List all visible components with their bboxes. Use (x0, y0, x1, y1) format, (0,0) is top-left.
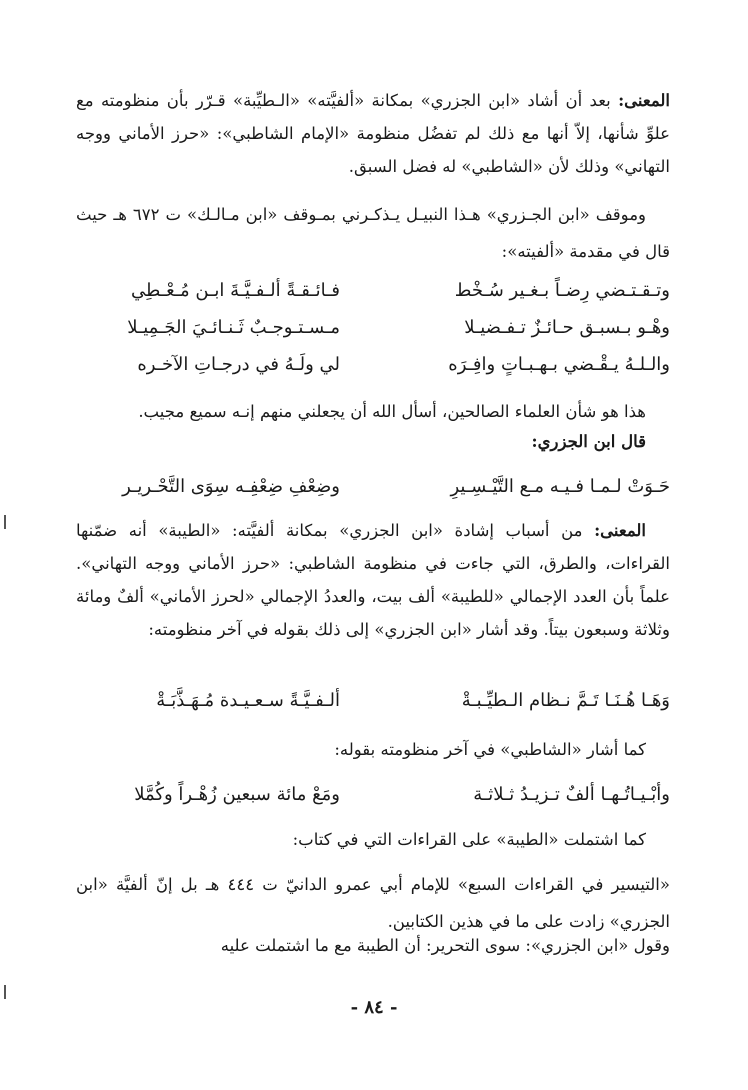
meaning-text: بعد أن أشاد «ابن الجزري» بمكانة «ألفيَّته» «الـطيِّبة» قـرّر بأن منظومته مع علوِّ شأنها، إلاّ أنها مع ذلك لم تفضُل منظومة «الإمام الشاطبي»: «حرز الأماني ووجه التهاني» وذلك لأن «الشاطبي» له فضل السبق. (76, 91, 670, 176)
verse-line (76, 476, 670, 516)
scan-edge-mark (4, 515, 6, 529)
meaning-label: المعنى: (618, 91, 670, 110)
meaning-label: المعنى: (594, 521, 646, 540)
verse-first-hemistich: وتـقـتـضي رِضـاً بـغـير سُـخْط (454, 280, 670, 301)
taysir-paragraph: «التيسير في القراءات السبع» للإمام أبي عمرو الدانيّ ت ٤٤٤ هـ بل إنّ ألفيَّة «ابن الجزري» زادت على ما في هذين الكتابين. (76, 875, 670, 931)
tayyiba-contents-text: كما اشتملت «الطيبة» على القراءات التي في كتاب: (292, 830, 646, 849)
righteous-scholars-text: هذا هو شأن العلماء الصالحين، أسأل الله أن يجعلني منهم إنـه سميع مجيب. (138, 402, 646, 421)
verse-first-hemistich: والـلـهُ يـقْـضي بـهـبـاتٍ وافِـرَه (448, 354, 670, 375)
scan-edge-mark (4, 985, 6, 999)
verse-line (76, 784, 670, 824)
verse-second-hemistich: وضِعْفِ ضِعْفِـه سِوَى التَّحْـريـر (122, 476, 340, 497)
verse-line (76, 280, 670, 320)
meaning-paragraph-1 (76, 84, 670, 183)
verse-second-hemistich: ألـفـيَّـةً سـعـيـدة مُـهَـذَّبَـةْ (156, 690, 340, 711)
verse-second-hemistich: مـسـتـوجـبٌ ثَـنـائـيَ الجَـمِيـلا (127, 317, 340, 338)
verse-line (76, 317, 670, 357)
verse-first-hemistich: وَهَـا هُـنَـا تَـمَّ نـظام الـطيِّـبـةْ (461, 690, 670, 711)
verse-line (76, 690, 670, 730)
verse-line (76, 354, 670, 394)
verse-first-hemistich: وأبْـيـاتُـهـا ألفٌ تـزيـدُ ثـلاثـة (473, 784, 670, 805)
verse-second-hemistich: ومَعْ مائة سبعين زُهْـراً وكُمَّلا (134, 784, 340, 805)
verse-second-hemistich: لي ولَـهُ في درجـاتِ الآخـره (137, 354, 340, 375)
page-number: - ٨٤ - (350, 997, 398, 1018)
verse-first-hemistich: وهْـو بـسبـق حـائـزٌ تـفـضيـلا (464, 317, 670, 338)
verse-first-hemistich: حَـوَتْ لـمـا فـيـه مـع التَّيْـسِـيرِ (450, 476, 670, 497)
meaning-paragraph-2 (76, 514, 670, 646)
shatibi-intro-text: كما أشار «الشاطبي» في آخر منظومته بقوله: (334, 740, 646, 759)
meaning-text: من أسباب إشادة «ابن الجزري» بمكانة ألفيَّته: «الطيبة» أنه ضمّنها القراءات، والطرق، التي جاءت في منظومة الشاطبي: «حرز الأماني ووجه التهاني». علماً بأن العدد الإجمالي «للطيبة» ألف بيت، والعددُ الإجمالي «لحرز الأماني» ألفٌ ومائة وثلاثة وسبعون بيتاً. وقد أشار «ابن الجزري» إلى ذلك بقوله في آخر منظومته: (76, 521, 670, 639)
ibn-malik-paragraph: وموقف «ابن الجـزري» هـذا النبيـل يـذكـرني بمـوقف «ابن مـالـك» ت ٦٧٢ هـ حيث قال في مقدمة «ألفيته»: (76, 205, 670, 261)
ibn-aljazari-heading: قال ابن الجزري: (531, 432, 646, 451)
closing-line: وقول «ابن الجزري»: سوى التحرير: أن الطيبة مع ما اشتملت عليه (220, 936, 670, 955)
verse-second-hemistich: فـائـقـةً ألـفـيَّـةَ ابـن مُـعْـطِي (131, 280, 340, 301)
